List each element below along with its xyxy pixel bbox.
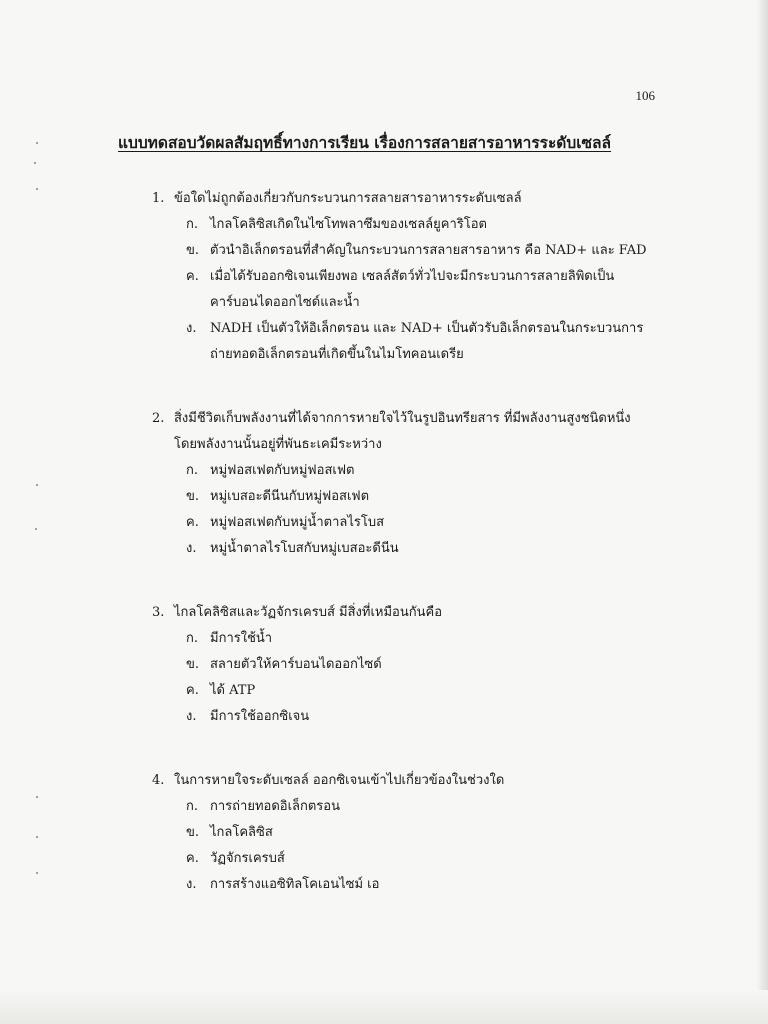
question-number: 2.: [152, 411, 165, 426]
choice-label: ก.: [186, 463, 199, 478]
choice-list: [186, 212, 652, 368]
question-text: ในการหายใจระดับเซลล์ ออกซิเจนเข้าไปเกี่ยวข้องในช่วงใด: [174, 773, 505, 788]
choice-item: [186, 678, 652, 704]
choice-label: ก.: [186, 217, 199, 232]
choice-text: ไกลโคลิซิส: [210, 825, 273, 840]
choice-list: [186, 794, 652, 898]
choice-label: ข.: [186, 657, 200, 672]
choice-item: [186, 264, 652, 316]
choice-label: ง.: [186, 321, 197, 336]
choice-item: [186, 872, 652, 898]
page-edge-shadow: [756, 0, 768, 1024]
page-title: แบบทดสอบวัดผลสัมฤทธิ์ทางการเรียน เรื่องการสลายสารอาหารระดับเซลล์: [118, 133, 612, 152]
choice-item: [186, 212, 652, 238]
question-1: [152, 186, 652, 368]
question-3: [152, 600, 652, 730]
choice-item: [186, 316, 652, 368]
choice-label: ค.: [186, 269, 199, 284]
choice-item: [186, 238, 652, 264]
choice-text: หมู่เบสอะดีนีนกับหมู่ฟอสเฟต: [210, 489, 370, 504]
question-text: สิ่งมีชีวิตเก็บพลังงานที่ได้จากการหายใจไว้ในรูปอินทรียสาร ที่มีพลังงานสูงชนิดหนึ่ง โดยพลังงานนั้นอยู่ที่พันธะเคมีระหว่าง: [174, 411, 631, 452]
choice-item: [186, 846, 652, 872]
choice-item: [186, 704, 652, 730]
question-4: [152, 768, 652, 898]
choice-text: สลายตัวให้คาร์บอนไดออกไซด์: [210, 657, 382, 672]
choice-text: หมู่น้ำตาลไรโบสกับหมู่เบสอะดีนีน: [210, 541, 399, 556]
choice-label: ก.: [186, 799, 199, 814]
scan-speck: [36, 796, 38, 798]
question-text: ข้อใดไม่ถูกต้องเกี่ยวกับกระบวนการสลายสารอาหารระดับเซลล์: [174, 191, 522, 206]
page-bottom-edge: [0, 990, 768, 1024]
choice-label: ค.: [186, 683, 199, 698]
choice-label: ข.: [186, 825, 200, 840]
choice-text: ตัวนำอิเล็กตรอนที่สำคัญในกระบวนการสลายสารอาหาร คือ NAD+ และ FAD: [210, 243, 647, 258]
scan-speck: [35, 528, 37, 530]
choice-item: [186, 794, 652, 820]
choice-item: [186, 510, 652, 536]
choice-label: ง.: [186, 709, 197, 724]
question-number: 1.: [152, 191, 165, 206]
question-number: 3.: [152, 605, 165, 620]
choice-text: หมู่ฟอสเฟตกับหมู่น้ำตาลไรโบส: [210, 515, 385, 530]
choice-label: ค.: [186, 515, 199, 530]
choice-item: [186, 820, 652, 846]
choice-label: ข.: [186, 243, 200, 258]
choice-item: [186, 484, 652, 510]
choice-text: การสร้างแอซิทิลโคเอนไซม์ เอ: [210, 877, 380, 892]
scan-speck: [36, 142, 38, 144]
choice-text: ไกลโคลิซิสเกิดในไซโทพลาซึมของเซลล์ยูคาริโอต: [210, 217, 487, 232]
question-number: 4.: [152, 773, 165, 788]
choice-text: มีการใช้ออกซิเจน: [210, 709, 310, 724]
choice-item: [186, 626, 652, 652]
choice-text: วัฏจักรเครบส์: [210, 851, 285, 866]
choice-label: ข.: [186, 489, 200, 504]
choice-label: ง.: [186, 877, 197, 892]
scan-speck: [36, 484, 38, 486]
scan-speck: [36, 872, 38, 874]
scan-speck: [36, 836, 38, 838]
question-list: [152, 186, 652, 936]
question-2: [152, 406, 652, 562]
choice-label: ง.: [186, 541, 197, 556]
choice-text: การถ่ายทอดอิเล็กตรอน: [210, 799, 340, 814]
scan-speck: [36, 188, 38, 190]
choice-text: ได้ ATP: [210, 683, 256, 698]
choice-list: [186, 458, 652, 562]
choice-text: มีการใช้น้ำ: [210, 631, 273, 646]
scan-speck: [34, 162, 36, 164]
choice-text: NADH เป็นตัวให้อิเล็กตรอน และ NAD+ เป็นตัวรับอิเล็กตรอนในกระบวนการ ถ่ายทอดอิเล็กตรอนที่เกิดขึ้นในไมโทคอนเดรีย: [210, 321, 644, 362]
choice-label: ก.: [186, 631, 199, 646]
choice-item: [186, 652, 652, 678]
choice-text: หมู่ฟอสเฟตกับหมู่ฟอสเฟต: [210, 463, 355, 478]
question-text: ไกลโคลิซิสและวัฏจักรเครบส์ มีสิ่งที่เหมือนกันคือ: [174, 605, 443, 620]
choice-text: เมื่อได้รับออกซิเจนเพียงพอ เซลล์สัตว์ทั่วไปจะมีกระบวนการสลายลิพิดเป็น คาร์บอนไดออกไซด์และน้ำ: [210, 269, 615, 310]
page-number: 106: [635, 88, 655, 103]
choice-item: [186, 536, 652, 562]
choice-label: ค.: [186, 851, 199, 866]
choice-item: [186, 458, 652, 484]
choice-list: [186, 626, 652, 730]
